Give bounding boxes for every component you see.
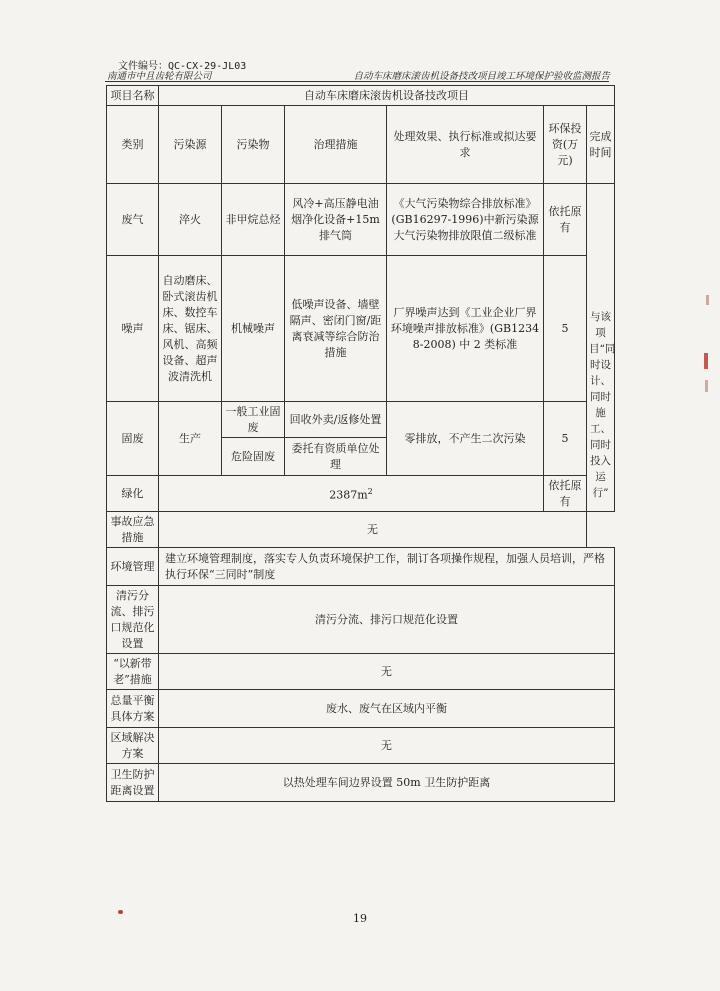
solid-waste-source: 生产 [159, 402, 222, 476]
table-header-row [107, 106, 615, 184]
general-waste-measure: 回收外卖/返修处置 [285, 402, 387, 438]
general-waste-pollutant: 一般工业固废 [222, 402, 285, 438]
drainage-label: 清污分流、排污口规范化设置 [107, 586, 159, 654]
noise-measures: 低噪声设备、墙壁隔声、密闭门窗/距离衰减等综合防治措施 [285, 256, 387, 402]
col-completion-header: 完成时间 [587, 106, 615, 184]
table-row [107, 476, 615, 512]
balance-label: 总量平衡具体方案 [107, 690, 159, 728]
noise-pollutant: 机械噪声 [222, 256, 285, 402]
drainage-value: 清污分流、排污口规范化设置 [159, 586, 615, 654]
hazardous-waste-measure: 委托有资质单位处理 [285, 438, 387, 476]
waste-gas-category: 废气 [107, 184, 159, 256]
environmental-measures-table [106, 85, 615, 802]
waste-gas-pollutant: 非甲烷总烃 [222, 184, 285, 256]
company-name: 南通市中且齿轮有限公司 [107, 71, 212, 82]
env-mgmt-label: 环境管理 [107, 548, 159, 586]
edge-stamp-mark [705, 380, 708, 392]
waste-gas-source: 淬火 [159, 184, 222, 256]
hazardous-waste-pollutant: 危险固废 [222, 438, 285, 476]
table-row [107, 764, 615, 802]
table-row [107, 586, 615, 654]
greening-area-unit: 2 [367, 486, 373, 496]
noise-effect: 厂界噪声达到《工业企业厂界环境噪声排放标准》(GB12348-2008) 中 2 类标准 [387, 256, 544, 402]
col-measures-header: 治理措施 [285, 106, 387, 184]
table-row [107, 402, 615, 438]
header-rule [105, 81, 609, 82]
greening-area [159, 476, 544, 512]
noise-source: 自动磨床、卧式滚齿机床、数控车床、锯床、风机、高频设备、超声波清洗机 [159, 256, 222, 402]
waste-gas-measures: 风冷+高压静电油烟净化设备+15m排气筒 [285, 184, 387, 256]
col-category-header: 类别 [107, 106, 159, 184]
greening-investment: 依托原有 [544, 476, 587, 512]
project-name-label: 项目名称 [107, 86, 159, 106]
table-row [107, 86, 615, 106]
env-mgmt-value: 建立环境管理制度，落实专人负责环境保护工作，制订各项操作规程，加强人员培训，严格执行环保“三同时”制度 [159, 548, 615, 586]
edge-stamp-mark [706, 295, 709, 305]
page-number: 19 [353, 912, 367, 925]
waste-gas-investment: 依托原有 [544, 184, 587, 256]
red-ink-mark [118, 910, 123, 914]
edge-stamp-mark [704, 353, 708, 369]
balance-value: 废水、废气在区域内平衡 [159, 690, 615, 728]
regional-label: 区域解决方案 [107, 728, 159, 764]
solid-waste-category: 固废 [107, 402, 159, 476]
table-row [107, 728, 615, 764]
health-value: 以热处理车间边界设置 50m 卫生防护距离 [159, 764, 615, 802]
table-row [107, 256, 615, 402]
col-source-header: 污染源 [159, 106, 222, 184]
table-row [107, 184, 615, 256]
waste-gas-effect: 《大气污染物综合排放标准》(GB16297-1996)中新污染源大气污染物排放限值二级标准 [387, 184, 544, 256]
solid-waste-investment: 5 [544, 402, 587, 476]
regional-value: 无 [159, 728, 615, 764]
col-investment-header: 环保投资(万元) [544, 106, 587, 184]
noise-category: 噪声 [107, 256, 159, 402]
table-row [107, 654, 615, 690]
noise-investment: 5 [544, 256, 587, 402]
table-row [107, 512, 615, 548]
health-label: 卫生防护距离设置 [107, 764, 159, 802]
report-title: 自动车床磨床滚齿机设备技改项目竣工环境保护验收监测报告 [353, 71, 610, 82]
completion-time: 与该项目“同时设计、同时施工、同时投入运行” [587, 184, 615, 512]
project-name-value: 自动车床磨床滚齿机设备技改项目 [159, 86, 615, 106]
col-effect-header: 处理效果、执行标准或拟达要求 [387, 106, 544, 184]
table-row [107, 690, 615, 728]
document-number: 文件编号：QC-CX-29-JL03 [118, 61, 247, 72]
greening-area-value: 2387m [329, 488, 368, 502]
old-with-new-label: “以新带老”措施 [107, 654, 159, 690]
solid-waste-effect: 零排放，不产生二次污染 [387, 402, 544, 476]
accident-label: 事故应急措施 [107, 512, 159, 548]
greening-label: 绿化 [107, 476, 159, 512]
accident-value: 无 [159, 512, 587, 548]
col-pollutant-header: 污染物 [222, 106, 285, 184]
table-row [107, 548, 615, 586]
old-with-new-value: 无 [159, 654, 615, 690]
